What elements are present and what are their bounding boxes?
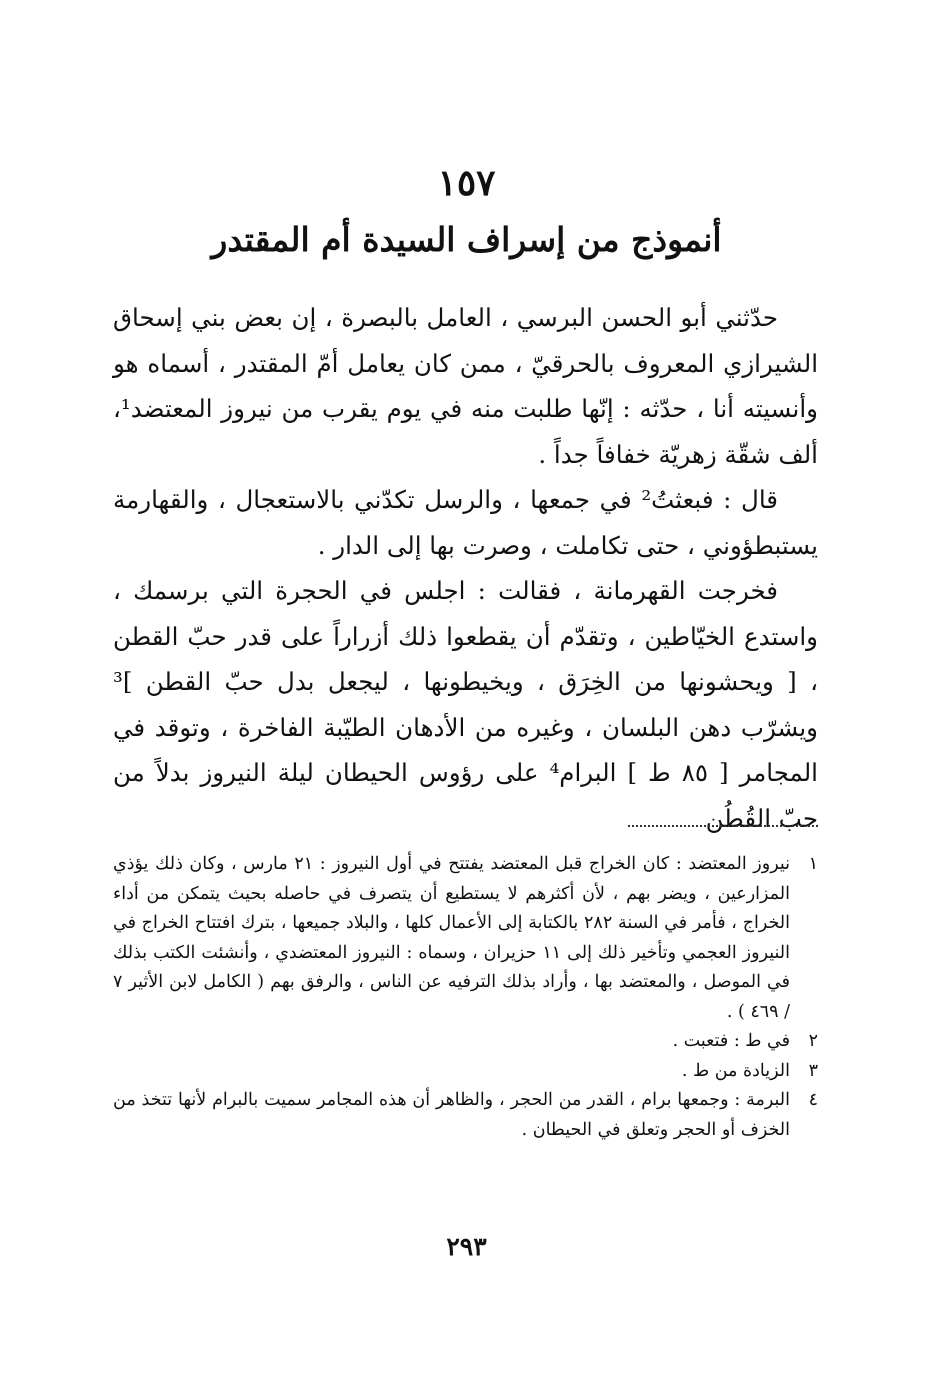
footnote (113, 1086, 818, 1145)
paragraph: قال : فبعثتُ² في جمعها ، والرسل تكدّني بالاستعجال ، والقهارمة يستبطؤوني ، حتى تكاملت ، وصرت بها إلى الدار . (113, 485, 818, 560)
footnote-number: ٢ (808, 1031, 818, 1051)
footnote-number: ٤ (808, 1090, 818, 1110)
footnotes (113, 850, 818, 1145)
body-text (113, 295, 818, 841)
footnote-text: في ط : فتعبت . (672, 1031, 790, 1051)
footnote-number: ١ (808, 854, 818, 874)
page-number: ٢٩٣ (446, 1232, 487, 1261)
footnote (113, 1057, 818, 1087)
section-title: أنموذج من إسراف السيدة أم المقتدر (211, 220, 722, 259)
footnote-number: ٣ (808, 1060, 818, 1081)
footnote-text: نيروز المعتضد : كان الخراج قبل المعتضد يفتتح في أول النيروز : ٢١ مارس ، وكان ذلك يؤذي المزارعين ، ويضر بهم ، لأن أكثرهم لا يستطيع أن يتصرف في حاصله بحيث يتمكن من أداء الخراج ، فأمر في السنة ٢٨٢ بالكتابة إلى الأعمال كلها ، والبلاد جميعها ، بترك افتتاح الخراج في النيروز العجمي وتأخير ذلك إلى ١١ حزيران ، وسماه : النيروز المعتضدي ، وأنشئت الكتب بذلك في الموصل ، والمعتضد بها ، وأراد بذلك الترفيه عن الناس ، والرفق بهم ( الكامل لابن الأثير ٧ / ٤٦٩ ) . (113, 854, 790, 1022)
footnote (113, 1027, 818, 1057)
section-number: ١٥٧ (437, 162, 496, 204)
footnote (113, 850, 818, 1027)
footnote-text: الزيادة من ط . (681, 1060, 790, 1081)
footnote-text: البرمة : وجمعها برام ، القدر من الحجر ، والظاهر أن هذه المجامر سميت بالبرام لأنها تتخذ من الخزف أو الحجر وتعلق في الحيطان . (113, 1090, 790, 1140)
footnote-separator (628, 825, 818, 827)
paragraph: فخرجت القهرمانة ، فقالت : اجلس في الحجرة التي برسمك ، واستدع الخيّاطين ، وتقدّم أن يقطعوا ذلك أزراراً على قدر حبّ القطن ، [ ويحشونها من الخِرَق ، ويخيطونها ، ليجعل بدل حبّ القطن ]³ ويشرّب دهن البلسان ، وغيره من الأدهان الطيّبة الفاخرة ، وتوقد في المجامر [ ٨٥ ط ] البرام⁴ على رؤوس الحيطان ليلة النيروز بدلاً من حبّ القُطُن (113, 576, 818, 833)
paragraph: حدّثني أبو الحسن البرسي ، العامل بالبصرة ، إن بعض بني إسحاق الشيرازي المعروف بالحرقيّ ، ممن كان يعامل أمّ المقتدر ، أسماه هو وأنسيته أنا ، حدّثه : إنّها طلبت منه في يوم يقرب من نيروز المعتضد¹، ألف شقّة زهريّة خفافاً جداً . (113, 303, 818, 469)
